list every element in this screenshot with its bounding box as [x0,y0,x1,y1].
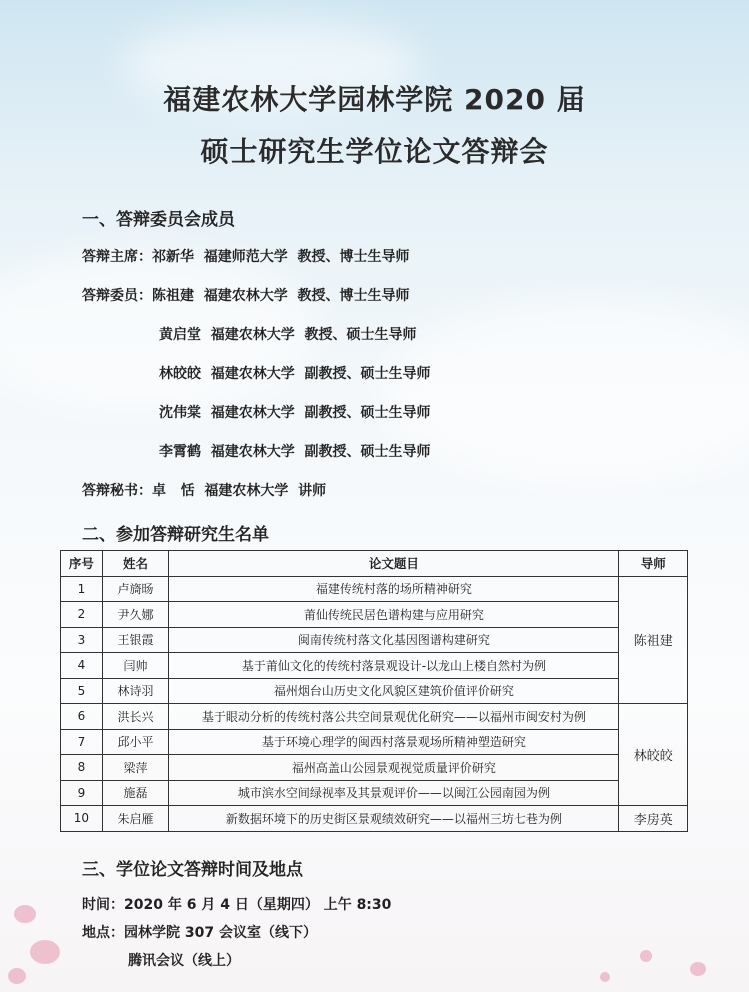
committee-secretary: 答辩秘书：卓 恬 福建农林大学 讲师 [82,483,327,499]
committee-member: 李霄鹤 福建农林大学 副教授、硕士生导师 [159,444,431,460]
committee-member: 答辩委员：陈祖建 福建农林大学 教授、博士生导师 [82,288,410,304]
header-number: 序号 [61,551,103,577]
row-number: 4 [61,653,103,679]
defense-place: 地点：园林学院 307 会议室（线下） [82,925,317,941]
petal-decoration [8,968,26,984]
thesis-title: 基于眼动分析的传统村落公共空间景观优化研究——以福州市闽安村为例 [169,704,619,730]
thesis-title: 基于环境心理学的闽西村落景观场所精神塑造研究 [169,729,619,755]
header-thesis-title: 论文题目 [169,551,619,577]
table-row [61,627,688,653]
petal-decoration [30,940,60,964]
committee-member: 黄启堂 福建农林大学 教授、硕士生导师 [159,327,417,343]
table-header-row [61,551,688,577]
thesis-title: 福州高盖山公园景观视觉质量评价研究 [169,755,619,781]
table-row [61,755,688,781]
thesis-title: 城市滨水空间绿视率及其景观评价——以闽江公园南园为例 [169,780,619,806]
row-number: 3 [61,627,103,653]
table-row [61,576,688,602]
defense-online: 腾讯会议（线上） [128,953,240,969]
section3-heading: 三、学位论文答辩时间及地点 [82,860,303,880]
section2-heading: 二、参加答辩研究生名单 [82,525,269,545]
table-row [61,653,688,679]
advisor-name: 陈祖建 [619,576,688,704]
thesis-title: 福州烟台山历史文化风貌区建筑价值评价研究 [169,678,619,704]
cloud-decoration [380,300,749,480]
student-name: 尹久娜 [102,602,169,628]
student-name: 邱小平 [102,729,169,755]
students-table [60,550,688,832]
student-name: 王银霞 [102,627,169,653]
table-row [61,780,688,806]
header-advisor: 导师 [619,551,688,577]
committee-member: 沈伟棠 福建农林大学 副教授、硕士生导师 [159,405,431,421]
thesis-title: 基于莆仙文化的传统村落景观设计-以龙山上楼自然村为例 [169,653,619,679]
row-number: 9 [61,780,103,806]
row-number: 1 [61,576,103,602]
table-row [61,806,688,832]
row-number: 10 [61,806,103,832]
row-number: 2 [61,602,103,628]
student-name: 林诗羽 [102,678,169,704]
thesis-title: 新数据环境下的历史街区景观绩效研究——以福州三坊七巷为例 [169,806,619,832]
section1-heading: 一、答辩委员会成员 [82,210,235,230]
committee-chair: 答辩主席：祁新华 福建师范大学 教授、博士生导师 [82,249,410,265]
table-row [61,678,688,704]
student-name: 卢旖旸 [102,576,169,602]
petal-decoration [600,972,610,982]
student-name: 闫帅 [102,653,169,679]
petal-decoration [14,905,36,923]
table-row [61,602,688,628]
thesis-title: 福建传统村落的场所精神研究 [169,576,619,602]
student-name: 洪长兴 [102,704,169,730]
row-number: 6 [61,704,103,730]
student-name: 朱启雁 [102,806,169,832]
page-title-line2: 硕士研究生学位论文答辩会 [200,135,549,168]
table-row [61,729,688,755]
header-name: 姓名 [102,551,169,577]
advisor-name: 林皎皎 [619,704,688,806]
row-number: 7 [61,729,103,755]
student-name: 施磊 [102,780,169,806]
student-name: 梁萍 [102,755,169,781]
page-title-line1: 福建农林大学园林学院 2020 届 [163,83,586,116]
petal-decoration [690,962,706,976]
table-row [61,704,688,730]
committee-member: 林皎皎 福建农林大学 副教授、硕士生导师 [159,366,431,382]
thesis-title: 闽南传统村落文化基因图谱构建研究 [169,627,619,653]
petal-decoration [640,950,652,962]
row-number: 5 [61,678,103,704]
thesis-title: 莆仙传统民居色谱构建与应用研究 [169,602,619,628]
advisor-name: 李房英 [619,806,688,832]
row-number: 8 [61,755,103,781]
defense-time: 时间：2020 年 6 月 4 日（星期四） 上午 8:30 [82,897,392,913]
